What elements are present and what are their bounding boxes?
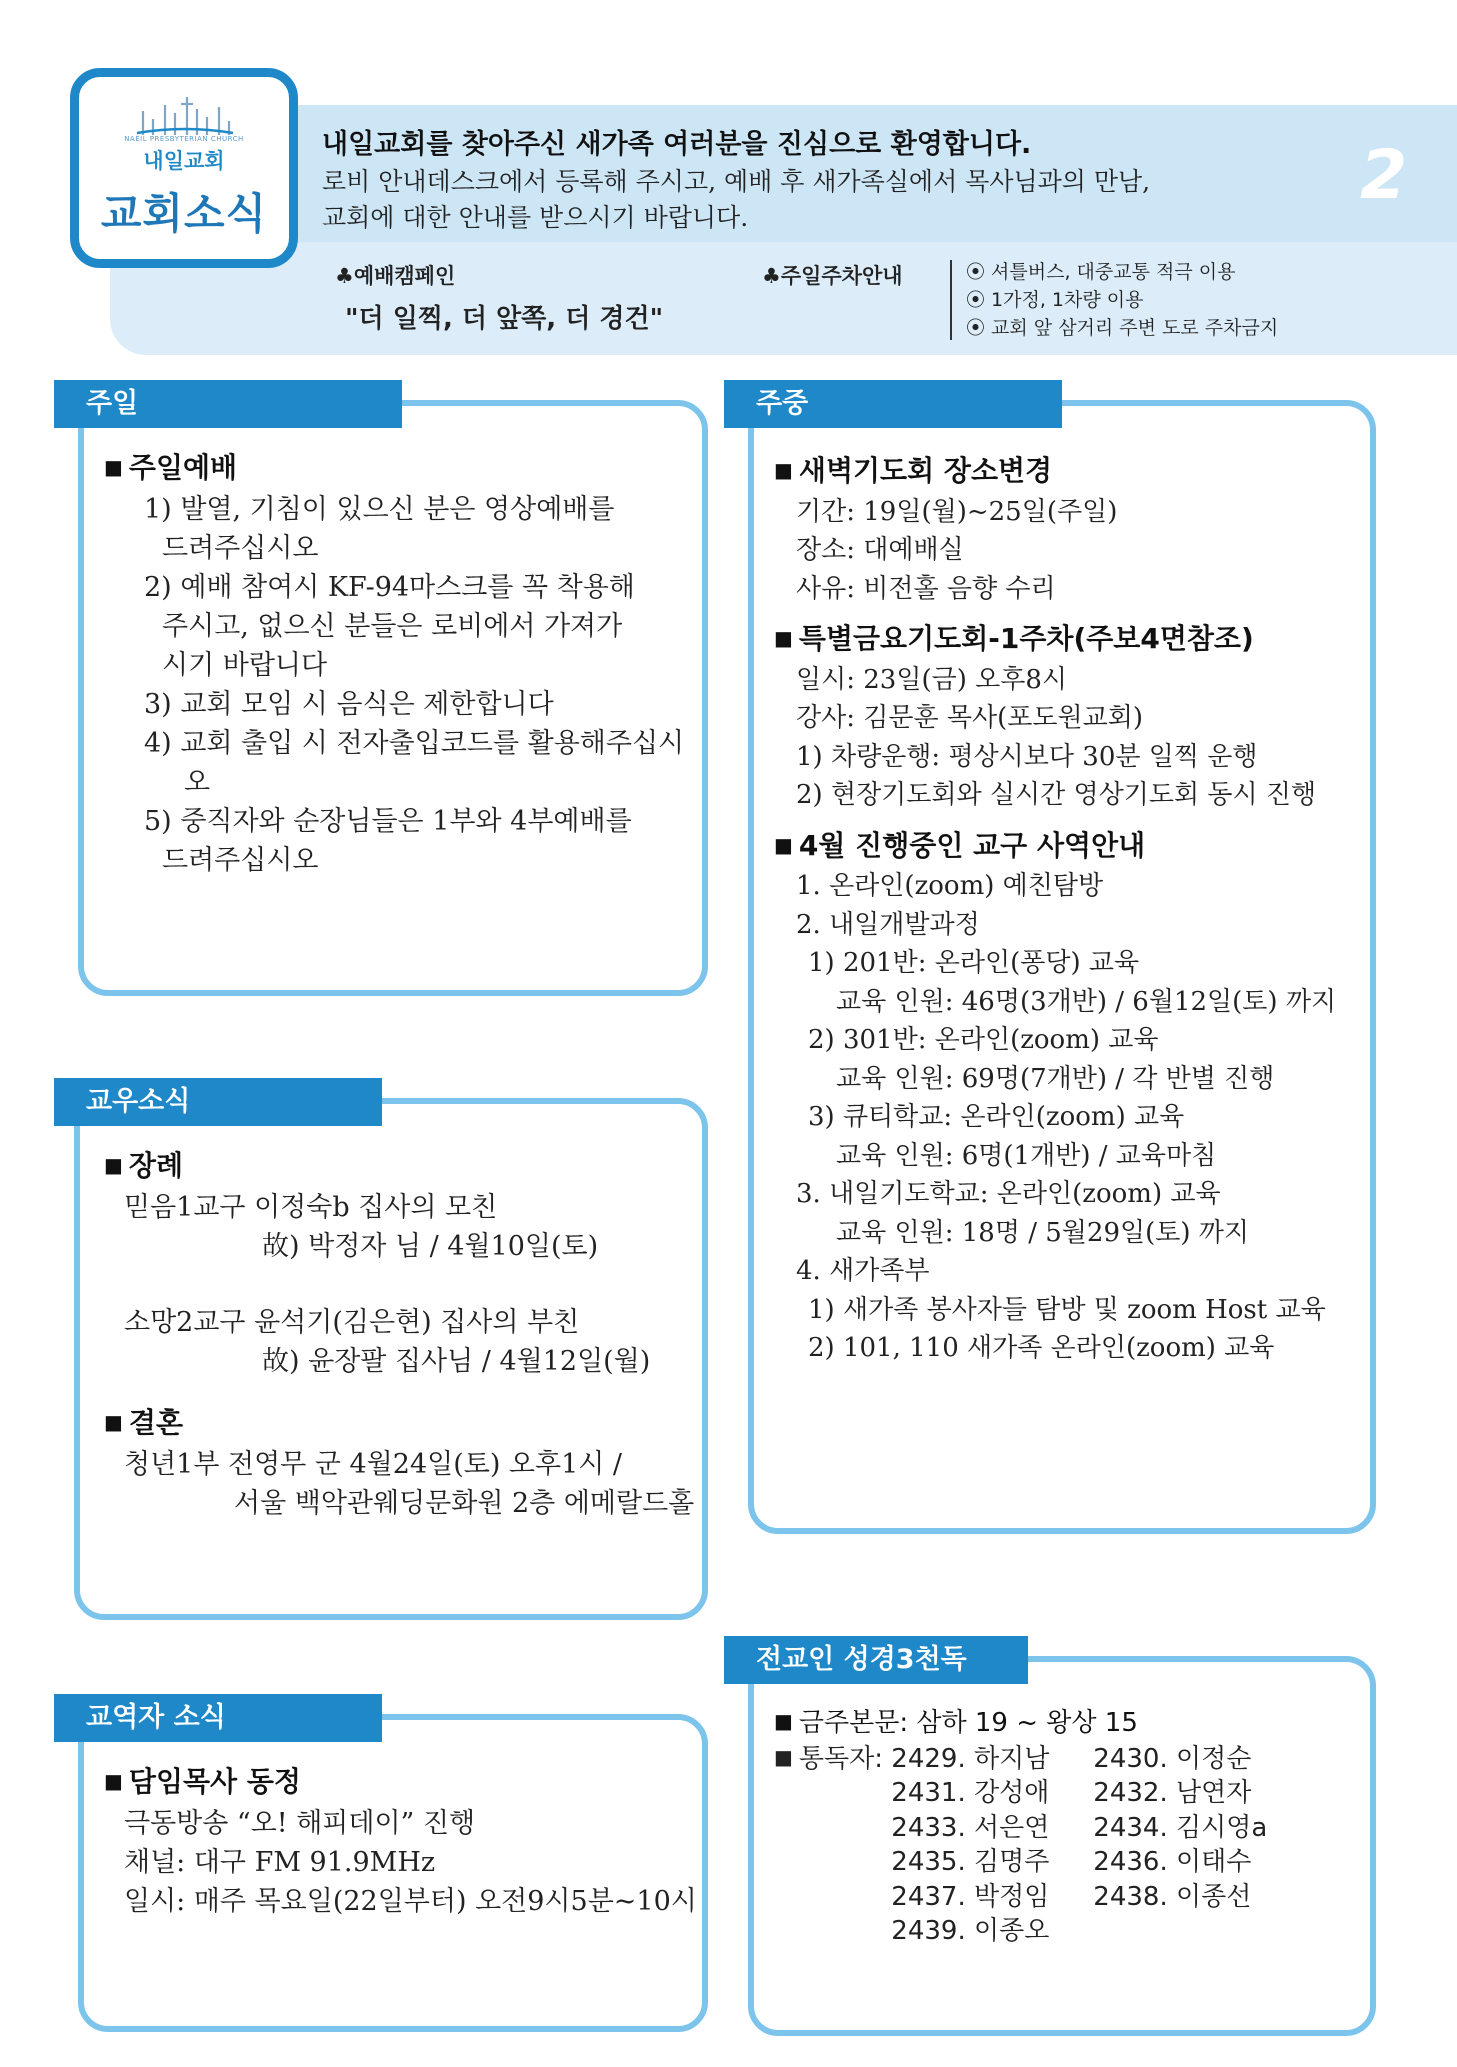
parking-list [966,258,1278,342]
friday-prayer-heading: ■ 특별금요기도회-1주차(주보4면참조) [774,620,1374,661]
april-line: 교육 인원: 6명(1개반) / 교육마침 [836,1140,1217,1171]
april-line: 1. 온라인(zoom) 예친탐방 [796,871,1104,901]
list-item: 2437. 박정임 2438. 이종선 [891,1881,1252,1912]
page-number: 2 [1360,136,1408,215]
april-line: 2) 301반: 온라인(zoom) 교육 [808,1025,1159,1055]
funeral-notice-2: 소망2교구 윤석기(김은현) 집사의 부친 [124,1307,580,1338]
members-content [104,1146,704,1523]
dawn-line: 기간: 19일(월)~25일(주일) [796,496,1118,527]
campaign-label: ♣예배캠페인 [335,264,456,288]
bible-tab: 전교인 성경3천독 [724,1636,1028,1684]
list-item [104,724,704,802]
page-title: 교회소식 [100,189,268,238]
list-item-line: 4) 교회 출입 시 전자출입코드를 활용해주십시오 [144,728,685,798]
list-item: 2433. 서은연 2434. 김시영a [891,1812,1268,1843]
dawn-line: 사유: 비전홀 음향 수리 [796,573,1056,604]
april-line: 3. 내일기도학교: 온라인(zoom) 교육 [796,1179,1221,1209]
list-item [104,685,704,724]
list-item [104,802,704,880]
welcome-line-1: 로비 안내데스크에서 등록해 주시고, 예배 후 새가족실에서 목사님과의 만남, [322,167,1151,196]
sunday-tab: 주일 [54,380,402,428]
april-line: 4. 새가족부 [796,1256,930,1286]
list-item-line: 드려주십시오 [162,845,319,876]
weekday-tab: 주중 [724,380,1062,428]
readers-list [891,1742,1267,1949]
april-line: 3) 큐티학교: 온라인(zoom) 교육 [808,1102,1185,1132]
parking-label: ♣주일주차안내 [762,264,903,288]
list-item-line: 1) 발열, 기침이 있으신 분은 영상예배를 [144,494,615,525]
list-item-line: 5) 중직자와 순장님들은 1부와 4부예배를 [144,806,632,837]
friday-line: 1) 차량운행: 평상시보다 30분 일찍 운행 [796,741,1258,772]
church-skyline-icon [135,95,235,137]
parking-divider [950,260,952,340]
april-line: 1) 201반: 온라인(퐁당) 교육 [808,948,1140,978]
list-item [104,490,704,568]
dawn-prayer-heading: ■ 새벽기도회 장소변경 [774,452,1374,493]
pastor-line: 채널: 대구 FM 91.9MHz [124,1847,436,1878]
friday-line: 강사: 김문훈 목사(포도원교회) [796,703,1143,733]
funeral-heading: ■ 장례 [104,1146,704,1188]
bible-content [774,1706,1374,1949]
friday-line: 일시: 23일(금) 오후8시 [796,664,1068,695]
list-item [104,568,704,685]
friday-line: 2) 현장기도회와 실시간 영상기도회 동시 진행 [796,780,1317,810]
members-tab: 교우소식 [54,1078,382,1126]
list-item-line: 시기 바랍니다 [162,650,328,681]
april-line: 1) 새가족 봉사자들 탐방 및 zoom Host 교육 [808,1294,1326,1325]
welcome-heading: 내일교회를 찾아주신 새가족 여러분을 진심으로 환영합니다. [322,129,1032,160]
list-item: 2429. 하지남 2430. 이정순 [891,1743,1252,1774]
april-line: 교육 인원: 18명 / 5월29일(토) 까지 [836,1217,1250,1248]
bible-passage: ■ 금주본문: 삼하 19 ~ 왕상 15 [774,1706,1374,1742]
dawn-line: 장소: 대예배실 [796,535,964,565]
welcome-line-2: 교회에 대한 안내를 받으시기 바랍니다. [322,203,749,232]
funeral-notice-1: 믿음1교구 이정숙b 집사의 모친 [124,1192,498,1223]
pastor-line: 일시: 매주 목요일(22일부터) 오전9시5분~10시 [124,1886,697,1917]
list-item-line: 주시고, 없으신 분들은 로비에서 가져가 [162,611,623,642]
sunday-worship-heading: ■ 주일예배 [104,448,704,490]
list-item: 2435. 김명주 2436. 이태수 [891,1847,1252,1877]
wedding-heading: ■ 결혼 [104,1403,704,1445]
logo-subtitle: NAEIL PRESBYTERIAN CHURCH [124,135,244,143]
april-line: 교육 인원: 46명(3개반) / 6월12일(토) 까지 [836,986,1337,1017]
april-line: 2) 101, 110 새가족 온라인(zoom) 교육 [808,1333,1275,1363]
weekday-content [774,452,1374,1368]
funeral-notice-2-detail: 故) 윤장팔 집사님 / 4월12일(월) [262,1346,651,1377]
parking-item: ⦿ 교회 앞 삼거리 주변 도로 주차금지 [966,314,1278,342]
pastors-content [104,1762,704,1921]
wedding-notice-detail: 서울 백악관웨딩문화원 2층 에메랄드홀 [234,1488,695,1519]
list-item: 2439. 이종오 [891,1916,1050,1946]
pastors-tab: 교역자 소식 [54,1694,382,1742]
funeral-notice-1-detail: 故) 박정자 님 / 4월10일(토) [262,1231,599,1262]
list-item-line: 드려주십시오 [162,533,319,564]
sunday-content [104,448,704,880]
list-item-line: 2) 예배 참여시 KF-94마스크를 꼭 착용해 [144,572,635,603]
logo-name: 내일교회 [143,149,225,173]
senior-pastor-heading: ■ 담임목사 동정 [104,1762,704,1804]
pastor-line: 극동방송 “오! 해피데이” 진행 [124,1808,476,1839]
wedding-notice: 청년1부 전영무 군 4월24일(토) 오후1시 / [124,1449,623,1480]
april-line: 교육 인원: 69명(7개반) / 각 반별 진행 [836,1063,1275,1094]
list-item: 2431. 강성애 2432. 남연자 [891,1778,1252,1808]
parking-item: ⦿ 셔틀버스, 대중교통 적극 이용 [966,258,1278,286]
list-item-line: 3) 교회 모임 시 음식은 제한합니다 [144,689,554,720]
campaign-slogan: "더 일찍, 더 앞쪽, 더 경건" [345,304,664,334]
parking-item: ⦿ 1가정, 1차량 이용 [966,286,1278,314]
april-line: 2. 내일개발과정 [796,909,980,940]
april-ministry-heading: ■ 4월 진행중인 교구 사역안내 [774,827,1374,868]
readers-label: ■ 통독자: [774,1743,892,1774]
readers-block [774,1742,1374,1949]
church-logo [70,68,298,268]
